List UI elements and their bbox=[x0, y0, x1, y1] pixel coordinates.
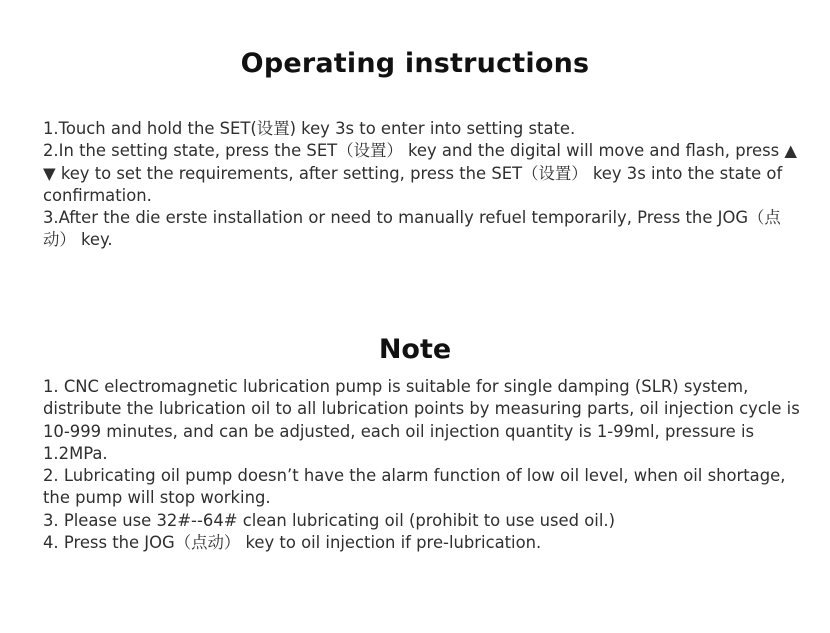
operating-step-2: 2.In the setting state, press the SET（设置） key and the digital will move and flash, press ▲ ▼ key to set the requirements, after setting, press the SET（设置） key 3s into the state of confirmation. bbox=[43, 141, 797, 205]
operating-step-3: 3.After the die erste installation or need to manually refuel temporarily, Press the JOG（点动） key. bbox=[43, 208, 781, 250]
note-item-4: 4. Press the JOG（点动） key to oil injection if pre-lubrication. bbox=[43, 533, 542, 553]
note-list bbox=[43, 376, 803, 554]
operating-step-1: 1.Touch and hold the SET(设置) key 3s to enter into setting state. bbox=[43, 119, 576, 138]
note-title: Note bbox=[378, 334, 452, 365]
note-item-3: 3. Please use 32#--64# clean lubricating oil (prohibit to use used oil.) bbox=[43, 510, 615, 530]
operating-instructions-title: Operating instructions bbox=[240, 48, 590, 79]
note-item-1: 1. CNC electromagnetic lubrication pump is suitable for single damping (SLR) system, distribute the lubrication oil to all lubrication points by measuring parts, oil injection cycle is 10-999 minutes, and can be adjusted, each oil injection quantity is 1-99ml, pressure is 1.2MPa. bbox=[43, 377, 800, 463]
note-item-2: 2. Lubricating oil pump doesn’t have the alarm function of low oil level, when oil shortage, the pump will stop working. bbox=[43, 466, 786, 508]
operating-instructions-list bbox=[43, 118, 803, 252]
